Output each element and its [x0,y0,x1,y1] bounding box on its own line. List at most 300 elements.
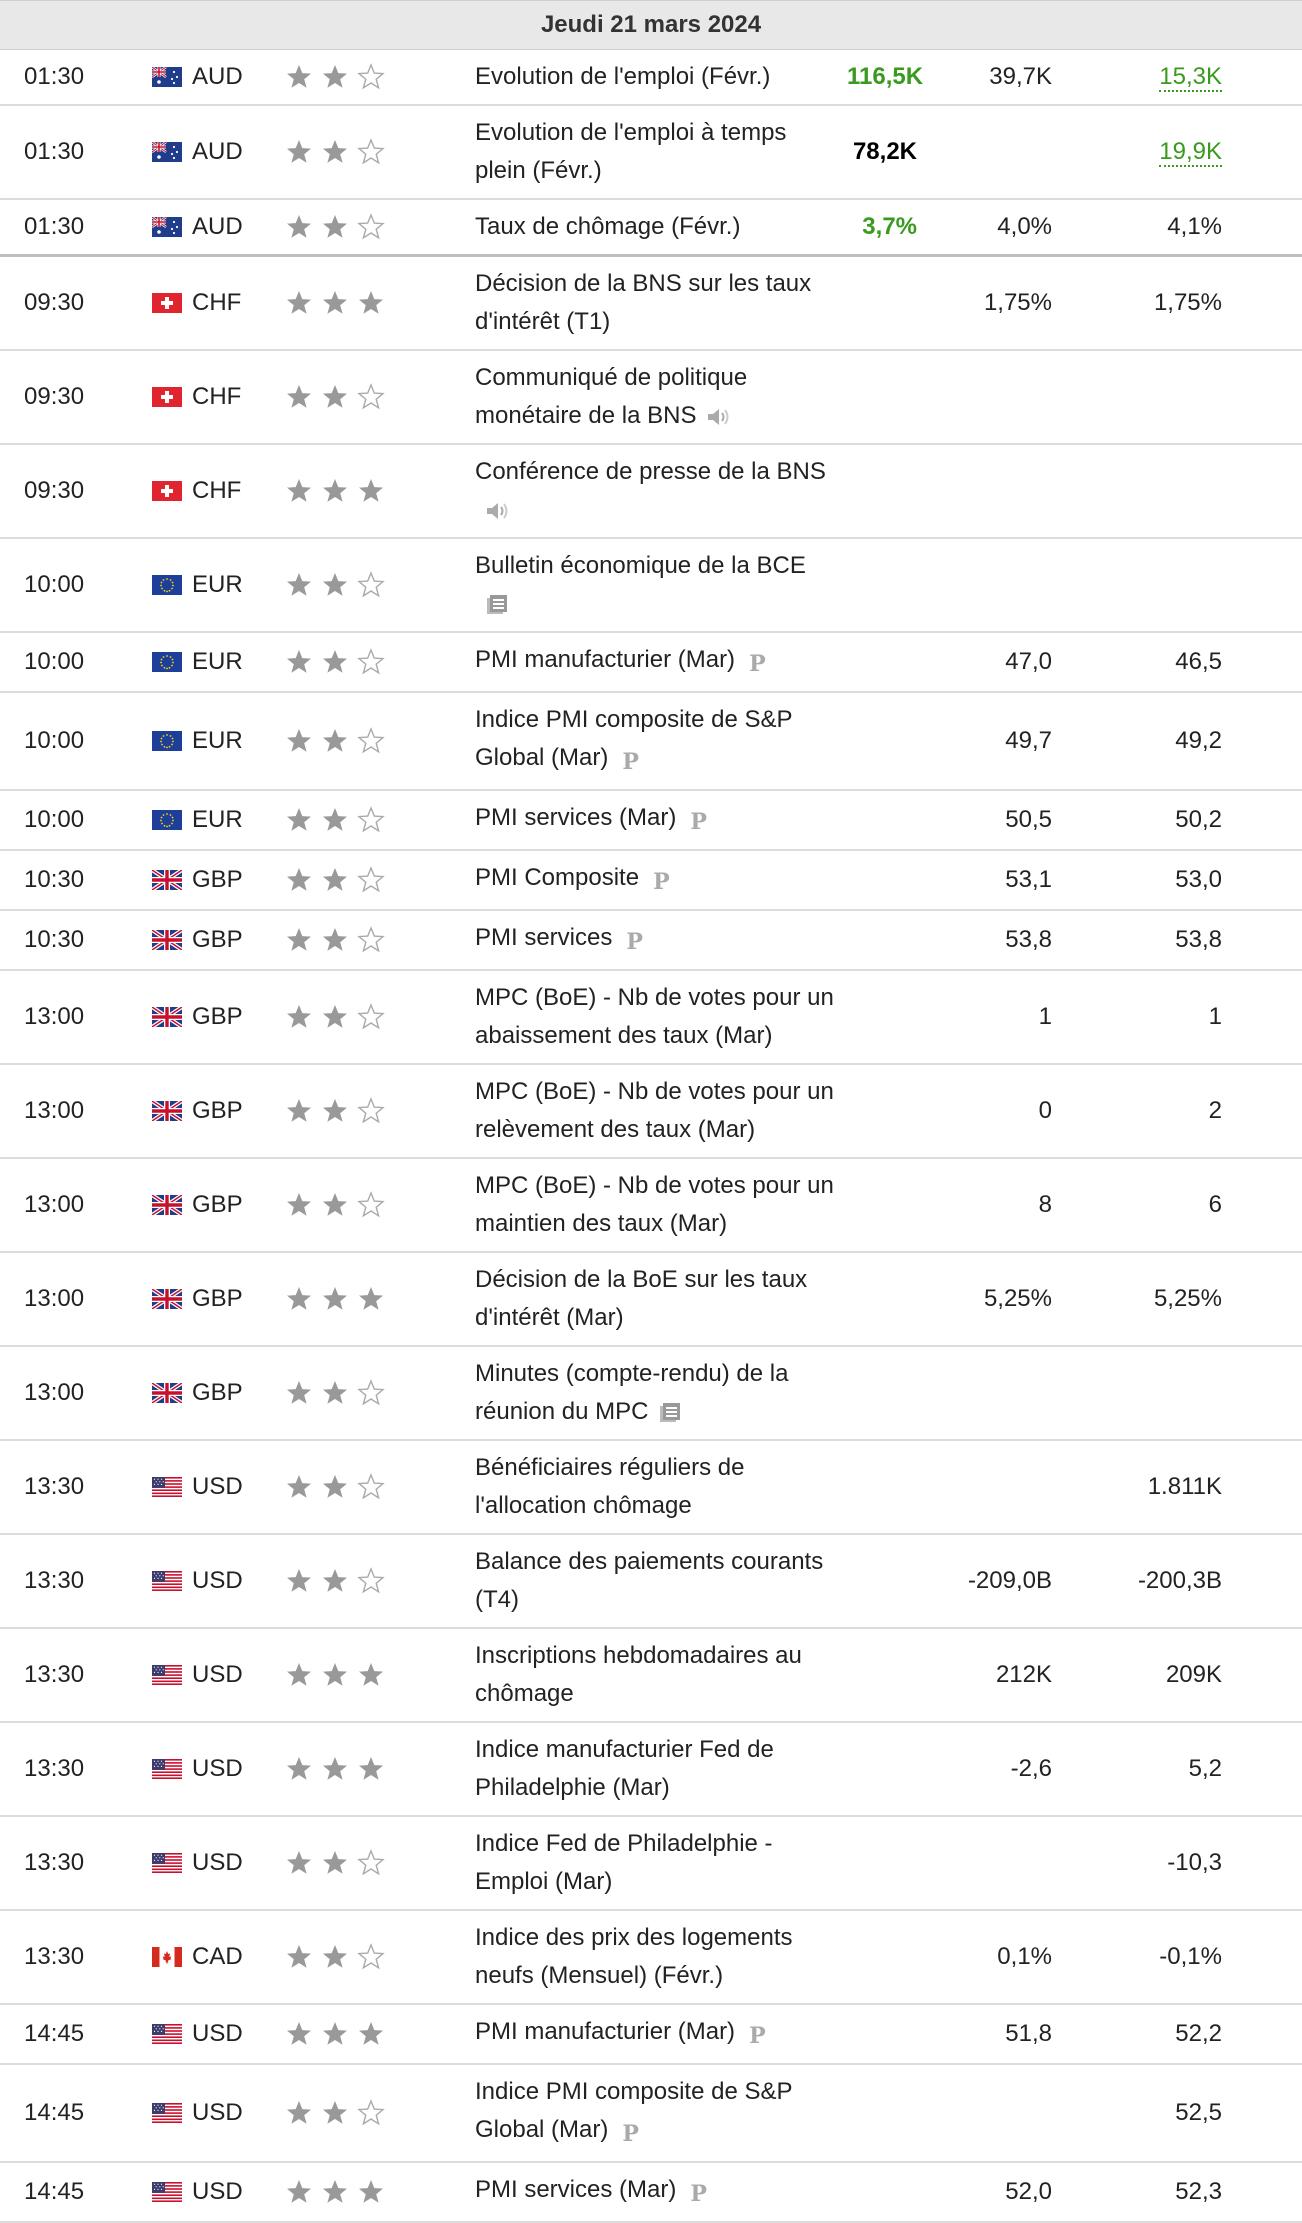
event-row[interactable] [0,2064,1302,2162]
star-filled-icon [357,2020,385,2048]
event-row[interactable] [0,790,1302,850]
event-previous-cell [1052,790,1222,850]
importance-stars [277,790,457,850]
event-actual [847,350,917,444]
importance-stars [277,1628,457,1722]
star-filled-icon [357,2178,385,2206]
event-row[interactable] [0,1722,1302,1816]
star-filled-icon [321,1755,349,1783]
event-currency [152,632,277,692]
event-time: 13:30 [0,1722,152,1816]
event-title[interactable]: Décision de la BoE sur les taux d'intérêt (Mar) [475,1266,808,1331]
currency-code: GBP [192,1003,243,1030]
currency-code: USD [192,1755,243,1782]
preliminary-icon: P [690,2181,707,2207]
event-title-cell[interactable] [457,199,847,256]
event-title[interactable]: Indice des prix des logements neufs (Mensuel) (Févr.) [475,1924,793,1989]
event-title[interactable]: Evolution de l'emploi (Févr.) [475,63,771,90]
importance-stars [277,1252,457,1346]
event-previous: 52,5 [1175,2099,1222,2126]
currency-code: GBP [192,1097,243,1124]
event-title[interactable]: PMI services [475,924,613,951]
event-title-cell[interactable] [457,1440,847,1534]
event-currency [152,850,277,910]
event-previous-cell [1052,256,1222,351]
star-filled-icon [321,926,349,954]
event-title[interactable]: PMI manufacturier (Mar) [475,2018,736,2045]
star-filled-icon [321,1849,349,1877]
event-title[interactable]: Conférence de presse de la BNS [475,458,826,485]
star-filled-icon [321,383,349,411]
flag-us-icon [152,1664,182,1684]
event-time: 10:00 [0,632,152,692]
event-title-cell[interactable] [457,850,847,910]
flag-gb-icon [152,1288,182,1308]
event-actual [847,1440,917,1534]
star-empty-icon [357,138,385,166]
star-filled-icon [321,1191,349,1219]
event-time: 09:30 [0,256,152,351]
event-time: 10:30 [0,850,152,910]
event-previous-cell [1052,1252,1222,1346]
event-previous-cell [1052,444,1222,538]
event-title-cell[interactable] [457,970,847,1064]
event-time: 13:00 [0,970,152,1064]
event-actual [847,632,917,692]
row-spacer [1222,1440,1302,1534]
row-spacer [1222,199,1302,256]
flag-us-icon [152,1570,182,1590]
event-row[interactable] [0,256,1302,351]
star-empty-icon [357,866,385,894]
currency-code: AUD [192,63,243,90]
event-title[interactable]: Indice manufacturier Fed de Philadelphie (Mar) [475,1736,774,1801]
star-filled-icon [285,2020,313,2048]
event-time: 10:00 [0,790,152,850]
currency-code: AUD [192,213,243,240]
importance-stars [277,1910,457,2004]
row-spacer [1222,1628,1302,1722]
event-forecast: 1,75% [917,256,1052,351]
event-previous-revised[interactable]: 15,3K [1159,63,1222,90]
event-title-cell[interactable] [457,632,847,692]
star-filled-icon [285,1379,313,1407]
currency-code: EUR [192,806,243,833]
event-previous: 2 [1208,1097,1222,1124]
star-filled-icon [321,1473,349,1501]
flag-eu-icon [152,651,182,671]
star-filled-icon [285,1003,313,1031]
flag-ch-icon [152,480,182,500]
star-filled-icon [285,2178,313,2206]
event-title[interactable]: Indice PMI composite de S&P Global (Mar) [475,2078,793,2143]
event-previous: -200,3B [1137,1567,1222,1594]
event-row[interactable] [0,1252,1302,1346]
event-title[interactable]: MPC (BoE) - Nb de votes pour un abaissement des taux (Mar) [475,984,834,1049]
event-previous-cell [1052,2162,1222,2222]
event-title[interactable]: Bénéficiaires réguliers de l'allocation chômage [475,1454,745,1519]
event-previous-cell [1052,350,1222,444]
event-forecast: 49,7 [917,692,1052,790]
star-empty-icon [357,1849,385,1877]
event-title-cell[interactable] [457,790,847,850]
star-filled-icon [285,1191,313,1219]
star-filled-icon [321,1567,349,1595]
star-filled-icon [321,571,349,599]
event-title[interactable]: Minutes (compte-rendu) de la réunion du MPC [475,1360,789,1425]
star-filled-icon [285,648,313,676]
star-empty-icon [357,1943,385,1971]
event-title[interactable]: Inscriptions hebdomadaires au chômage [475,1642,802,1707]
event-time: 13:00 [0,1252,152,1346]
event-currency [152,105,277,199]
event-title-cell[interactable] [457,2162,847,2222]
currency-code: GBP [192,926,243,953]
event-previous: -10,3 [1167,1849,1222,1876]
row-spacer [1222,2064,1302,2162]
star-empty-icon [357,383,385,411]
star-filled-icon [321,1943,349,1971]
preliminary-icon: P [690,809,707,835]
event-actual [847,1628,917,1722]
event-row[interactable] [0,970,1302,1064]
event-previous: 53,8 [1175,926,1222,953]
star-filled-icon [321,289,349,317]
importance-stars [277,1722,457,1816]
event-row[interactable] [0,2004,1302,2064]
event-time: 10:30 [0,910,152,970]
preliminary-icon: P [749,2023,766,2049]
event-previous-cell [1052,1628,1222,1722]
event-forecast: 8 [917,1158,1052,1252]
event-row[interactable] [0,632,1302,692]
event-currency [152,1722,277,1816]
event-title[interactable]: Evolution de l'emploi à temps plein (Févr.) [475,119,787,184]
event-time: 13:30 [0,1910,152,2004]
flag-gb-icon [152,929,182,949]
currency-code: EUR [192,727,243,754]
flag-us-icon [152,2102,182,2122]
event-row[interactable] [0,692,1302,790]
event-actual [847,1064,917,1158]
row-spacer [1222,1346,1302,1440]
row-spacer [1222,1064,1302,1158]
event-title[interactable]: Décision de la BNS sur les taux d'intérêt (T1) [475,270,812,335]
event-currency [152,538,277,632]
importance-stars [277,2004,457,2064]
importance-stars [277,538,457,632]
event-previous-cell [1052,50,1222,106]
event-actual [847,444,917,538]
event-row[interactable] [0,1910,1302,2004]
event-forecast: 0,1% [917,1910,1052,2004]
event-currency [152,1910,277,2004]
event-title-cell[interactable] [457,1534,847,1628]
event-forecast: 5,25% [917,1252,1052,1346]
row-spacer [1222,970,1302,1064]
event-title-cell[interactable] [457,105,847,199]
event-previous-cell [1052,1064,1222,1158]
event-title-cell[interactable] [457,1064,847,1158]
star-filled-icon [285,1755,313,1783]
event-title-cell[interactable] [457,910,847,970]
event-previous: -0,1% [1159,1943,1222,1970]
event-previous-cell [1052,105,1222,199]
event-actual [847,2004,917,2064]
currency-code: EUR [192,648,243,675]
flag-gb-icon [152,1382,182,1402]
event-currency [152,2162,277,2222]
event-row[interactable] [0,444,1302,538]
event-row[interactable] [0,910,1302,970]
event-title[interactable]: MPC (BoE) - Nb de votes pour un maintien des taux (Mar) [475,1172,834,1237]
row-spacer [1222,790,1302,850]
event-title[interactable]: Indice PMI composite de S&P Global (Mar) [475,706,793,771]
event-title-cell[interactable] [457,2064,847,2162]
star-filled-icon [285,63,313,91]
event-row[interactable] [0,105,1302,199]
event-row[interactable] [0,1440,1302,1534]
event-row[interactable] [0,1158,1302,1252]
star-filled-icon [321,1003,349,1031]
event-previous-cell [1052,538,1222,632]
event-row[interactable] [0,2162,1302,2222]
event-title[interactable]: Communiqué de politique monétaire de la BNS [475,364,748,429]
event-currency [152,1158,277,1252]
event-time: 14:45 [0,2064,152,2162]
event-actual [847,256,917,351]
event-previous-cell [1052,632,1222,692]
currency-code: GBP [192,1379,243,1406]
event-forecast: 4,0% [917,199,1052,256]
importance-stars [277,199,457,256]
event-forecast: -209,0B [917,1534,1052,1628]
row-spacer [1222,2162,1302,2222]
event-previous-cell [1052,1534,1222,1628]
event-title[interactable]: PMI services (Mar) [475,804,677,831]
currency-code: USD [192,1473,243,1500]
row-spacer [1222,256,1302,351]
star-filled-icon [357,289,385,317]
star-empty-icon [357,1003,385,1031]
event-title-cell[interactable] [457,1816,847,1910]
star-filled-icon [321,2099,349,2127]
star-empty-icon [357,727,385,755]
event-previous: 49,2 [1175,727,1222,754]
event-title-cell[interactable] [457,1910,847,2004]
date-header-row [0,1,1302,50]
importance-stars [277,50,457,106]
star-filled-icon [285,1473,313,1501]
currency-code: CAD [192,1943,243,1970]
event-actual: 78,2K [847,105,917,199]
flag-au-icon [152,216,182,236]
event-currency [152,1064,277,1158]
flag-ch-icon [152,292,182,312]
event-title[interactable]: PMI Composite [475,864,640,891]
star-filled-icon [321,477,349,505]
row-spacer [1222,50,1302,106]
preliminary-icon: P [653,869,670,895]
event-time: 01:30 [0,199,152,256]
event-forecast: -2,6 [917,1722,1052,1816]
event-previous: 1 [1208,1003,1222,1030]
event-title-cell[interactable] [457,256,847,351]
currency-code: CHF [192,477,242,504]
flag-gb-icon [152,869,182,889]
currency-code: CHF [192,289,242,316]
event-title-cell[interactable] [457,50,847,106]
event-time: 14:45 [0,2004,152,2064]
event-previous-cell [1052,1722,1222,1816]
importance-stars [277,910,457,970]
event-actual [847,2162,917,2222]
star-filled-icon [285,1567,313,1595]
event-actual [847,850,917,910]
star-filled-icon [285,289,313,317]
event-previous: 52,2 [1175,2020,1222,2047]
currency-code: USD [192,2178,243,2205]
row-spacer [1222,2004,1302,2064]
event-time: 13:00 [0,1064,152,1158]
event-title[interactable]: Balance des paiements courants (T4) [475,1548,824,1613]
importance-stars [277,444,457,538]
currency-code: USD [192,2020,243,2047]
star-empty-icon [357,1097,385,1125]
event-actual [847,1534,917,1628]
star-filled-icon [321,727,349,755]
flag-gb-icon [152,1006,182,1026]
row-spacer [1222,1816,1302,1910]
event-title-cell[interactable] [457,2004,847,2064]
event-currency [152,1440,277,1534]
flag-eu-icon [152,574,182,594]
event-row[interactable] [0,350,1302,444]
row-spacer [1222,1534,1302,1628]
event-row[interactable] [0,850,1302,910]
event-previous-cell [1052,199,1222,256]
flag-us-icon [152,1758,182,1778]
event-time: 13:30 [0,1628,152,1722]
event-forecast [917,538,1052,632]
event-currency [152,910,277,970]
event-previous: 5,2 [1188,1755,1222,1782]
event-forecast: 47,0 [917,632,1052,692]
event-row[interactable] [0,1346,1302,1440]
event-currency [152,1816,277,1910]
event-time: 13:00 [0,1346,152,1440]
flag-us-icon [152,2181,182,2201]
event-title[interactable]: Taux de chômage (Févr.) [475,213,741,240]
star-filled-icon [321,63,349,91]
currency-code: USD [192,1661,243,1688]
importance-stars [277,1440,457,1534]
date-header: Jeudi 21 mars 2024 [0,1,1302,50]
event-title[interactable]: PMI services (Mar) [475,2176,677,2203]
event-previous: 1,75% [1153,289,1222,316]
importance-stars [277,1158,457,1252]
event-title[interactable]: PMI manufacturier (Mar) [475,646,736,673]
event-currency [152,50,277,106]
event-actual: 116,5K [847,50,917,106]
event-title-cell[interactable] [457,1722,847,1816]
event-title-cell[interactable] [457,1628,847,1722]
event-actual: 3,7% [847,199,917,256]
event-actual [847,790,917,850]
event-time: 10:00 [0,538,152,632]
event-time: 14:45 [0,2162,152,2222]
event-actual [847,1722,917,1816]
event-forecast [917,444,1052,538]
event-title-cell[interactable] [457,350,847,444]
event-previous-cell [1052,1816,1222,1910]
event-row[interactable] [0,538,1302,632]
star-empty-icon [357,213,385,241]
currency-code: USD [192,1567,243,1594]
event-forecast [917,105,1052,199]
flag-us-icon [152,1852,182,1872]
star-empty-icon [357,648,385,676]
event-time: 10:00 [0,692,152,790]
event-row[interactable] [0,199,1302,256]
star-filled-icon [321,648,349,676]
event-title-cell[interactable] [457,1158,847,1252]
event-title[interactable]: MPC (BoE) - Nb de votes pour un relèvement des taux (Mar) [475,1078,834,1143]
event-forecast [917,1816,1052,1910]
star-empty-icon [357,571,385,599]
event-row[interactable] [0,1534,1302,1628]
star-filled-icon [321,1379,349,1407]
star-filled-icon [321,138,349,166]
importance-stars [277,2162,457,2222]
row-spacer [1222,1158,1302,1252]
star-filled-icon [357,1755,385,1783]
importance-stars [277,350,457,444]
star-filled-icon [321,2020,349,2048]
event-time: 13:30 [0,1440,152,1534]
event-title-cell[interactable] [457,1252,847,1346]
star-filled-icon [285,138,313,166]
event-title-cell[interactable] [457,692,847,790]
star-filled-icon [357,1661,385,1689]
event-time: 13:30 [0,1816,152,1910]
event-row[interactable] [0,1628,1302,1722]
event-forecast: 1 [917,970,1052,1064]
row-spacer [1222,632,1302,692]
event-row[interactable] [0,50,1302,106]
event-currency [152,1252,277,1346]
currency-code: GBP [192,866,243,893]
event-actual [847,1816,917,1910]
document-icon [475,590,509,617]
star-filled-icon [285,571,313,599]
event-title[interactable]: Bulletin économique de la BCE [475,552,806,579]
currency-code: GBP [192,1191,243,1218]
event-row[interactable] [0,1816,1302,1910]
event-previous-revised[interactable]: 19,9K [1159,138,1222,165]
event-row[interactable] [0,1064,1302,1158]
event-title-cell[interactable] [457,1346,847,1440]
event-title[interactable]: Indice Fed de Philadelphie - Emploi (Mar) [475,1830,773,1895]
currency-code: GBP [192,1285,243,1312]
event-currency [152,692,277,790]
event-currency [152,350,277,444]
event-currency [152,1534,277,1628]
event-title-cell[interactable] [457,444,847,538]
star-filled-icon [321,2178,349,2206]
currency-code: CHF [192,383,242,410]
event-title-cell[interactable] [457,538,847,632]
